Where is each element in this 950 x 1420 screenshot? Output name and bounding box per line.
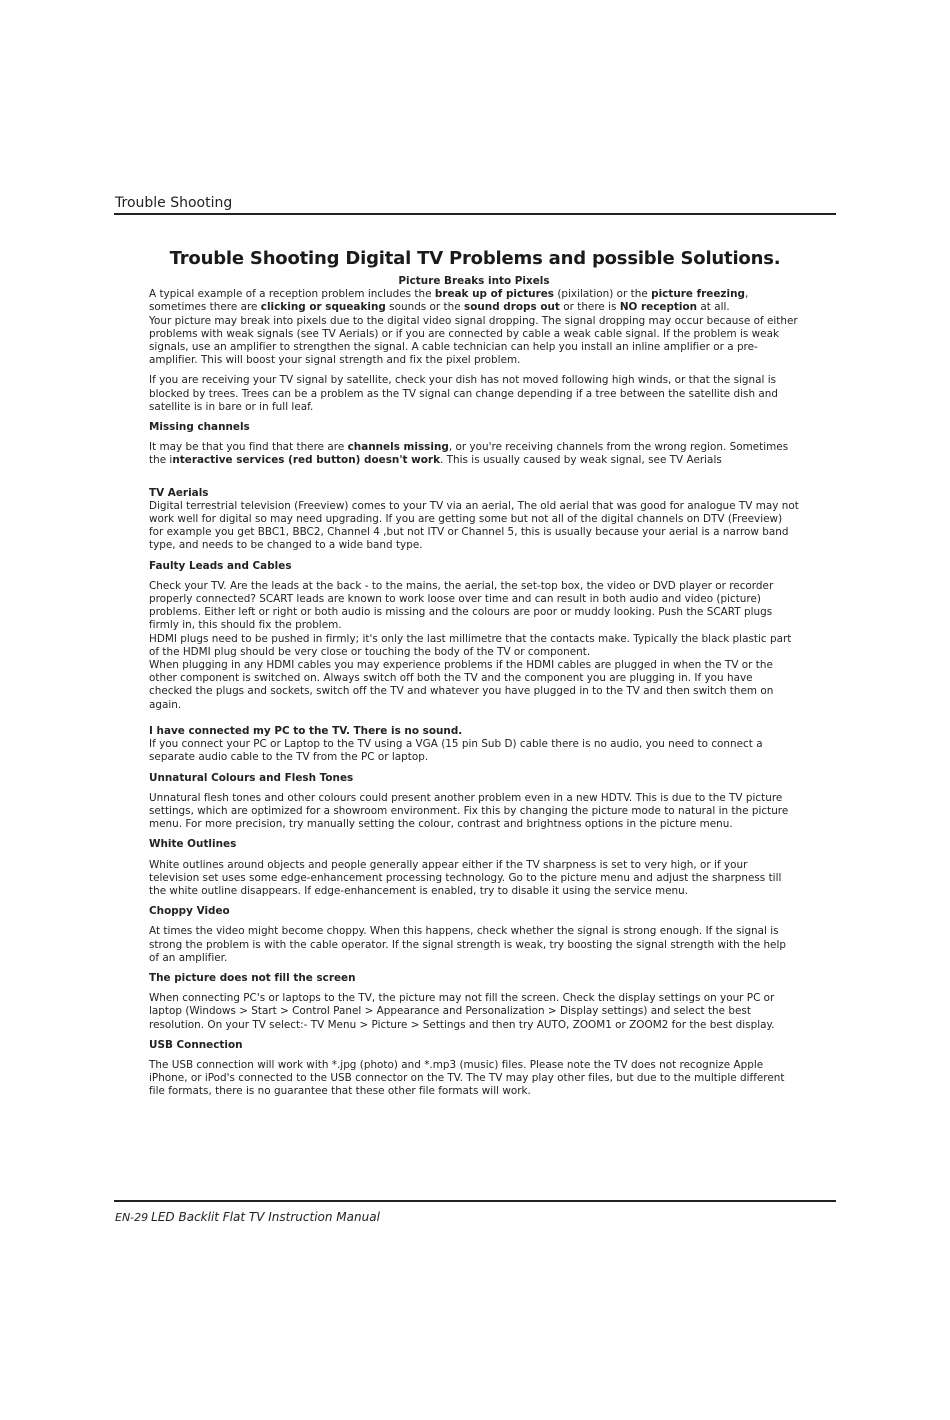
page-number: EN-29 [115,1211,149,1224]
section-heading-pc-no-sound: I have connected my PC to the TV. There is no sound. [149,724,463,737]
paragraph-choppy-video: At times the video might become choppy. When this happens, check whether the signal is strong enough. If the signal is strong the problem is with the cable operator. If the signal strength is weak, try boosting the signal strength with the help of an amplifier. [149,925,786,964]
paragraph-leads-plugging: When plugging in any HDMI cables you may experience problems if the HDMI cables are plugged in when the TV or the other component is switched on. Always switch off both the TV and the component you are plugging in. If you have checked the plugs and sockets, switch off the TV and whatever you have plugged in to the TV and then switch them on again. [149,659,774,711]
paragraph-pixels-intro: A typical example of a reception problem includes the break up of pictures (pixilation) or the picture freezing, sometimes there are clicking or squeaking sounds or the sound drops out or there is NO reception at all. [149,288,749,314]
paragraph-pc-no-sound: If you connect your PC or Laptop to the TV using a VGA (15 pin Sub D) cable there is no audio, you need to connect a separate audio cable to the TV from the PC or laptop. [149,738,763,764]
section-heading-usb-connection: USB Connection [149,1038,243,1051]
footer-rule [114,1200,836,1202]
section-heading-fill-screen: The picture does not fill the screen [149,971,356,984]
section-heading-pixels: Picture Breaks into Pixels [398,275,550,287]
paragraph-leads-hdmi: HDMI plugs need to be pushed in firmly; it's only the last millimetre that the contacts make. Typically the black plastic part of the HDMI plug should be very close or touching the body of the TV or component. [149,632,792,658]
paragraph-tv-aerials: Digital terrestrial television (Freeview) comes to your TV via an aerial, The old aerial that was good for analogue TV may not work well for digital so may need upgrading. If you are getting some but not all of the digital channels on DTV (Freeview) for example you get BBC1, BBC2, Channel 4 ,but not ITV or Channel 5, this is usually because your aerial is a narrow band type, and needs to be changed to a wide band type. [149,499,799,552]
paragraph-missing-channels: It may be that you find that there are channels missing, or you're receiving channels from the wrong region. Sometimes the interactive services (red button) doesn't work. This is usually caused by weak signal, see TV Aerials [149,441,789,467]
section-heading-faulty-leads: Faulty Leads and Cables [149,559,292,572]
section-heading-missing-channels: Missing channels [149,421,250,434]
section-heading-tv-aerials: TV Aerials [149,486,209,499]
paragraph-usb-connection: The USB connection will work with *.jpg (photo) and *.mp3 (music) files. Please note the TV does not recognize Apple iPhone, or iPod's connected to the USB connector on the TV. The TV may play other files, but due to the multiple different file formats, there is no guarantee that these other file formats will work. [149,1058,785,1098]
document-body [149,275,799,1099]
section-heading-white-outlines: White Outlines [149,838,237,851]
page-title: Trouble Shooting Digital TV Problems and possible Solutions. [169,248,781,270]
paragraph-unnatural-colours: Unnatural flesh tones and other colours could present another problem even in a new HDTV. This is due to the TV picture settings, which are optimized for a showroom environment. Fix this by changing the picture mode to natural in the picture menu. For more precision, try manually setting the colour, contrast and brightness options in the picture menu. [149,791,789,831]
paragraph-fill-screen: When connecting PC's or laptops to the TV, the picture may not fill the screen. Check the display settings on your PC or laptop (Windows > Start > Control Panel > Appearance and Personalization > Display settings) and select the best resolution. On your TV select:- TV Menu > Picture > Settings and then try AUTO, ZOOM1 or ZOOM2 for the best display. [149,992,775,1031]
section-heading-choppy-video: Choppy Video [149,905,230,918]
paragraph-white-outlines: White outlines around objects and people generally appear either if the TV sharpness is set to very high, or if your television set uses some edge-enhancement processing technology. Go to the picture menu and adjust the sharpness till the white outline disappears. If edge-enhancement is enabled, try to disable it using the service menu. [149,858,782,897]
paragraph-pixels-satellite: If you are receiving your TV signal by satellite, check your dish has not moved following high winds, or that the signal is blocked by trees. Trees can be a problem as the TV signal can change depending if a tree between the satellite dish and satellite is in bare or in full leaf. [149,374,779,413]
paragraph-leads-scart: Check your TV. Are the leads at the back - to the mains, the aerial, the set-top box, the video or DVD player or recorder properly connected? SCART leads are known to work loose over time and can result in both audio and video (picture) problems. Either left or right or both audio is missing and the colours are poor or muddy looking. Push the SCART plugs firmly in, this should fix the problem. [149,579,774,632]
header-rule [114,213,836,215]
page-footer [115,1209,380,1226]
manual-title: LED Backlit Flat TV Instruction Manual [151,1210,380,1224]
section-heading-unnatural-colours: Unnatural Colours and Flesh Tones [149,771,354,784]
paragraph-pixels-cause: Your picture may break into pixels due to the digital video signal dropping. The signal dropping may occur because of either problems with weak signals (see TV Aerials) or if you are connected by cable a weak cable signal. If the problem is weak signals, use an amplifier to strengthen the signal. A cable technician can help you install an inline amplifier or a pre-amplifier. This will boost your signal strength and fix the pixel problem. [149,314,798,367]
running-header: Trouble Shooting [115,195,233,211]
